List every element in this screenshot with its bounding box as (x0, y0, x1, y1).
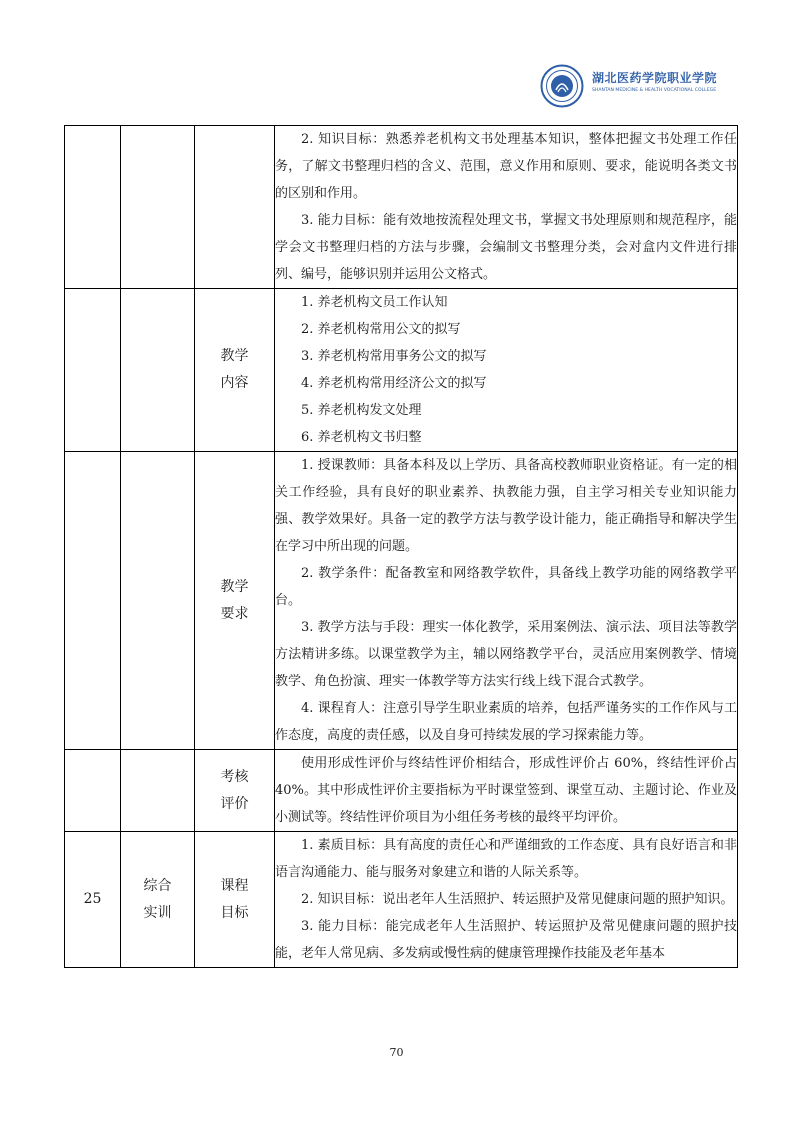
number-cell (65, 289, 121, 452)
evaluation-label-cell (195, 750, 275, 832)
number-cell (65, 452, 121, 750)
ability-goal-paragraph: 3. 能力目标：能完成老年人生活照护、转运照护及常见健康问题的照护技能，老年人常见病、多发病或慢性病的健康管理操作技能及老年基本 (275, 919, 737, 961)
knowledge-goal-paragraph: 2. 知识目标：熟悉养老机构文书处理基本知识，整体把握文书处理工作任务，了解文书整理归档的含义、范围，意义作用和原则、要求，能说明各类文书的区别和作用。 (275, 132, 737, 201)
table-row-content (65, 289, 738, 452)
content-item: 5. 养老机构发文处理 (301, 403, 422, 418)
course-name-cell (121, 289, 195, 452)
goals-label-line1: 课程 (220, 877, 249, 894)
goals-label-line2: 目标 (220, 904, 249, 921)
evaluation-cell (275, 750, 738, 832)
course-name-line1: 综合 (143, 877, 172, 894)
course-name-cell (121, 832, 195, 968)
curriculum-table (64, 125, 738, 968)
number-cell (65, 750, 121, 832)
content-items-cell (275, 289, 738, 452)
requirement-paragraph: 1. 授课教师：具备本科及以上学历、具备高校教师职业资格证。有一定的相关工作经验，具有良好的职业素养、执教能力强，自主学习相关专业知识能力强、教学效果好。具备一定的教学方法与教学设计能力，能正确指导和解决学生在学习中所出现的问题。 (275, 458, 737, 554)
requirement-paragraph: 2. 教学条件：配备教室和网络教学软件，具备线上教学功能的网络教学平台。 (275, 566, 737, 608)
school-name: 湖北医药学院职业学院 (592, 71, 718, 85)
ability-goal-paragraph: 3. 能力目标：能有效地按流程处理文书，掌握文书处理原则和规范程序，能学会文书整理归档的方法与步骤，会编制文书整理分类，会对盒内文件进行排列、编号，能够识别并运用公文格式。 (275, 213, 737, 282)
content-label-line1: 教学 (220, 348, 249, 364)
evaluation-paragraph: 使用形成性评价与终结性评价相结合，形成性评价占 60%，终结性评价占 40%。其中形成性评价主要指标为平时课堂签到、课堂互动、主题讨论、作业及小测试等。终结性评价项目为小组任务考核的最终平均评价。 (275, 756, 737, 825)
table-row-course-25 (65, 832, 738, 968)
course-goals-cell (275, 832, 738, 968)
goals-continued-cell (275, 126, 738, 289)
content-item: 4. 养老机构常用经济公文的拟写 (301, 376, 487, 391)
quality-goal-paragraph: 1. 素质目标：具有高度的责任心和严谨细致的工作态度、具有良好语言和非语言沟通能力、能与服务对象建立和谐的人际关系等。 (275, 838, 737, 880)
evaluation-label-line1: 考核 (220, 768, 249, 785)
course-name-line2: 实训 (143, 904, 172, 921)
content-item: 1. 养老机构文员工作认知 (301, 295, 448, 310)
content-item: 3. 养老机构常用事务公文的拟写 (301, 349, 487, 364)
content-label-line2: 内容 (220, 375, 249, 391)
school-name-en: SHANTAN MEDICINE & HEALTH VOCATIONAL COLLEGE (592, 88, 717, 93)
school-logo (540, 64, 736, 108)
table-row-goals-continued (65, 126, 738, 289)
requirements-label-cell (195, 452, 275, 750)
evaluation-label-line2: 评价 (220, 795, 249, 812)
content-item: 2. 养老机构常用公文的拟写 (301, 322, 461, 337)
course-number-cell (65, 832, 121, 968)
requirements-cell (275, 452, 738, 750)
table-row-requirements (65, 452, 738, 750)
requirement-paragraph: 3. 教学方法与手段：理实一体化教学，采用案例法、演示法、项目法等教学方法精讲多练。以课堂教学为主，辅以网络教学平台，灵活应用案例教学、情境教学、角色扮演、理实一体教学等方法实行线上线下混合式教学。 (275, 620, 737, 689)
requirements-label-line2: 要求 (220, 605, 249, 622)
table-row-evaluation (65, 750, 738, 832)
requirement-paragraph: 4. 课程育人：注意引导学生职业素质的培养，包括严谨务实的工作作风与工作态度，高度的责任感，以及自身可持续发展的学习探索能力等。 (275, 701, 737, 743)
course-number: 25 (83, 891, 102, 907)
content-label-cell (195, 289, 275, 452)
school-emblem-icon (540, 64, 584, 108)
number-cell (65, 126, 121, 289)
requirements-label-line1: 教学 (220, 578, 249, 595)
course-name-cell (121, 750, 195, 832)
knowledge-goal-paragraph: 2. 知识目标：说出老年人生活照护、转运照护及常见健康问题的照护知识。 (301, 892, 734, 907)
page-number: 70 (389, 1046, 404, 1059)
goals-label-cell (195, 832, 275, 968)
content-item: 6. 养老机构文书归整 (301, 430, 422, 445)
course-name-cell (121, 452, 195, 750)
label-cell (195, 126, 275, 289)
course-name-cell (121, 126, 195, 289)
